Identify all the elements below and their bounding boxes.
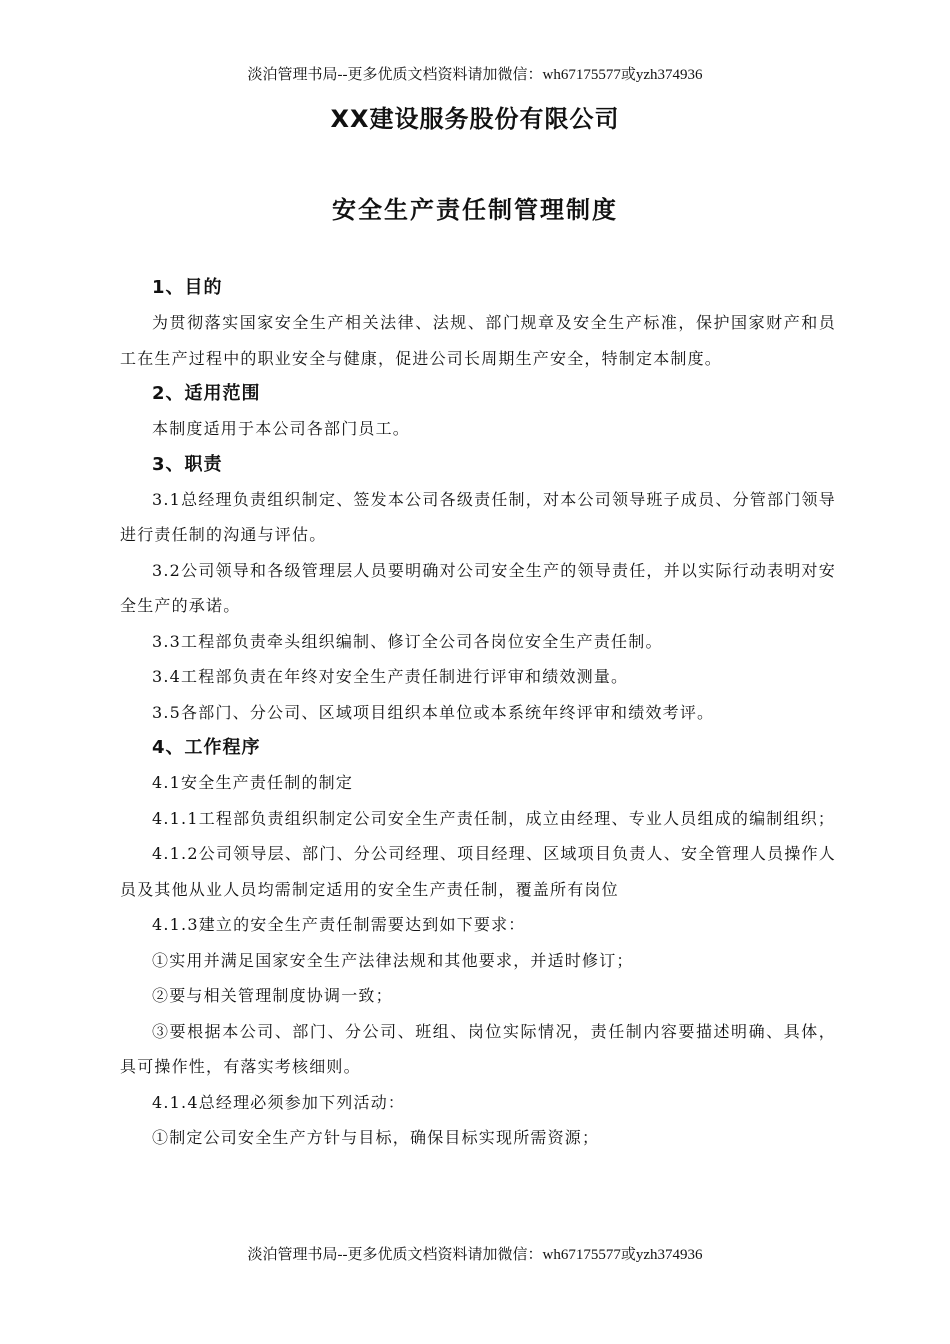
section-heading-procedure: 4、工作程序	[152, 737, 261, 758]
paragraph-4-1-3: 4.1.3建立的安全生产责任制需要达到如下要求：	[152, 915, 526, 934]
paragraph-4-1: 4.1安全生产责任制的制定	[152, 773, 354, 792]
list-item-requirement-1: ①实用并满足国家安全生产法律法规和其他要求，并适时修订；	[152, 950, 634, 970]
list-item-requirement-2: ②要与相关管理制度协调一致；	[152, 986, 393, 1005]
paragraph-purpose: 为贯彻落实国家安全生产相关法律、法规、部门规章及安全生产标准，保护国家财产和员工在生产过程中的职业安全与健康，促进公司长周期生产安全，特制定本制度。	[120, 313, 836, 368]
footer-watermark-note: 淡泊管理书局--更多优质文档资料请加微信：wh67175577或yzh374936	[247, 1247, 703, 1263]
document-title: 安全生产责任制管理制度	[332, 196, 618, 224]
section-heading-scope: 2、适用范围	[152, 383, 261, 404]
paragraph-4-1-2: 4.1.2公司领导层、部门、分公司经理、项目经理、区域项目负责人、安全管理人员操作人员及其他从业人员均需制定适用的安全生产责任制，覆盖所有岗位	[120, 844, 836, 899]
section-heading-responsibilities: 3、职责	[152, 453, 223, 475]
document-body	[120, 270, 836, 1156]
paragraph-3-2: 3.2公司领导和各级管理层人员要明确对公司安全生产的领导责任，并以实际行动表明对安全生产的承诺。	[120, 560, 836, 615]
company-name: XX建设服务股份有限公司	[330, 105, 620, 133]
paragraph-3-5: 3.5各部门、分公司、区域项目组织本单位或本系统年终评审和绩效考评。	[152, 702, 715, 722]
paragraph-3-3: 3.3工程部负责牵头组织编制、修订全公司各岗位安全生产责任制。	[152, 631, 663, 651]
list-item-requirement-3: ③要根据本公司、部门、分公司、班组、岗位实际情况，责任制内容要描述明确、具体，具可操作性，有落实考核细则。	[120, 1021, 836, 1076]
list-item-gm-activity-1: ①制定公司安全生产方针与目标，确保目标实现所需资源；	[152, 1128, 600, 1147]
paragraph-3-4: 3.4工程部负责在年终对安全生产责任制进行评审和绩效测量。	[152, 667, 629, 686]
section-heading-purpose: 1、目的	[152, 277, 223, 298]
header-watermark-note: 淡泊管理书局--更多优质文档资料请加微信：wh67175577或yzh374936	[247, 67, 703, 83]
paragraph-scope: 本制度适用于本公司各部门员工。	[152, 419, 411, 438]
paragraph-4-1-4: 4.1.4总经理必须参加下列活动：	[152, 1092, 406, 1112]
paragraph-3-1: 3.1总经理负责组织制定、签发本公司各级责任制，对本公司领导班子成员、分管部门领导进行责任制的沟通与评估。	[120, 489, 836, 544]
paragraph-4-1-1: 4.1.1工程部负责组织制定公司安全生产责任制，成立由经理、专业人员组成的编制组织；	[152, 808, 836, 828]
